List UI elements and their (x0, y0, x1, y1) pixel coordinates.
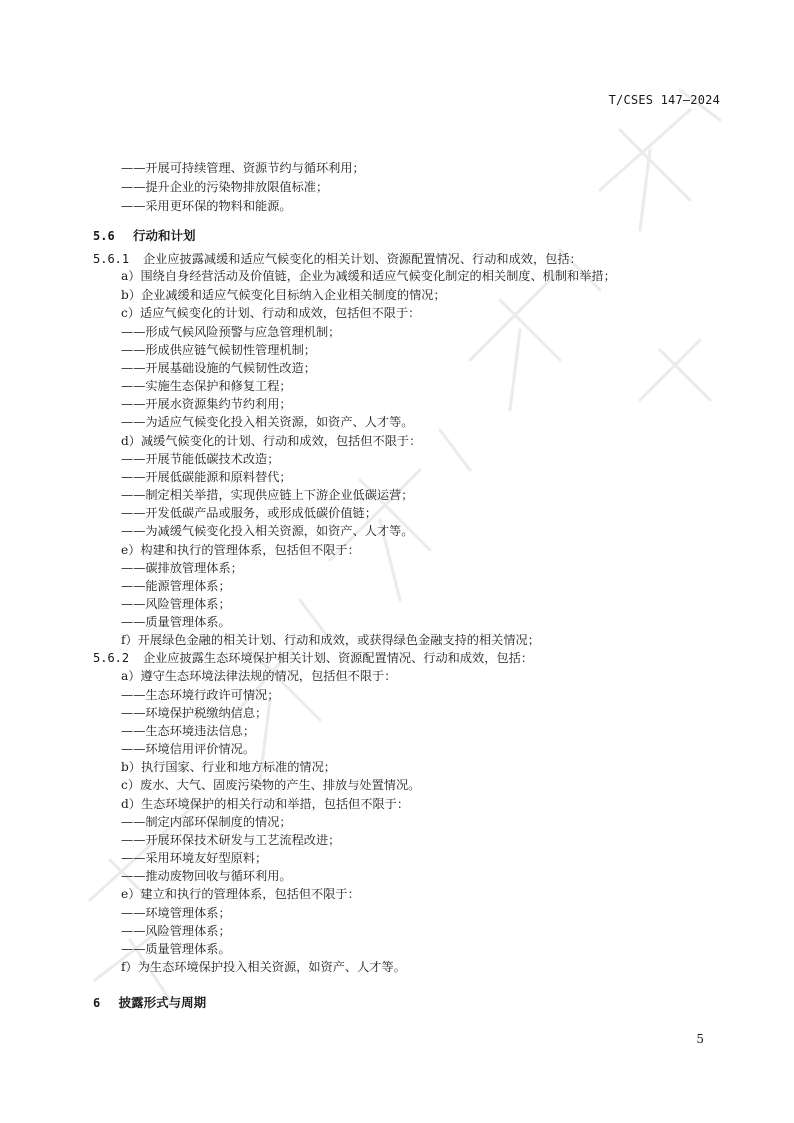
list-item: ——采用环境友好型原料； (121, 851, 268, 865)
list-item: ——制定内部环保制度的情况； (121, 815, 292, 829)
section-heading (93, 993, 206, 1011)
list-item: ——环境信用评价情况。 (121, 742, 256, 756)
list-item: a）遵守生态环境法律法规的情况，包括但不限于： (121, 669, 397, 683)
list-item: ——质量管理体系。 (121, 615, 231, 629)
list-item: ——质量管理体系。 (121, 942, 231, 956)
list-item: ——开展节能低碳技术改造； (121, 452, 280, 466)
section-number: 5.6 (93, 229, 115, 243)
list-item: c）废水、大气、固废污染物的产生、排放与处置情况。 (121, 778, 421, 792)
list-item: b）执行国家、行业和地方标准的情况； (121, 760, 336, 774)
list-item: e）构建和执行的管理体系，包括但不限于： (121, 543, 360, 557)
list-item: ——生态环境违法信息； (121, 724, 256, 738)
list-item: ——生态环境行政许可情况； (121, 688, 280, 702)
list-item: ——开展低碳能源和原料替代； (121, 470, 292, 484)
list-item: f）开展绿色金融的相关计划、行动和成效，或获得绿色金融支持的相关情况； (121, 633, 540, 647)
list-item: ——开发低碳产品或服务，或形成低碳价值链； (121, 506, 377, 520)
list-item: b）企业减缓和适应气候变化目标纳入企业相关制度的情况； (121, 288, 446, 302)
list-item: ——风险管理体系； (121, 597, 231, 611)
document-code: T/CSES 147—2024 (608, 93, 720, 107)
list-item: ——风险管理体系； (121, 924, 231, 938)
list-item: ——开展可持续管理、资源节约与循环利用； (121, 161, 365, 175)
list-item: ——开展环保技术研发与工艺流程改进； (121, 833, 341, 847)
list-item: ——为减缓气候变化投入相关资源，如资产、人才等。 (121, 524, 414, 538)
section-number: 6 (93, 996, 101, 1010)
list-item: ——形成气候风险预警与应急管理机制； (121, 325, 341, 339)
list-item: ——开展水资源集约节约利用； (121, 397, 292, 411)
list-item: ——为适应气候变化投入相关资源，如资产、人才等。 (121, 415, 414, 429)
clause-5-6-2 (93, 649, 533, 667)
list-item: a）围绕自身经营活动及价值链，企业为减缓和适应气候变化制定的相关制度、机制和举措； (121, 269, 616, 283)
clause-number: 5.6.2 (93, 651, 130, 665)
list-item: ——开展基础设施的气候韧性改造； (121, 361, 316, 375)
clause-5-6-1 (93, 250, 582, 268)
list-item: ——采用更环保的物料和能源。 (121, 199, 292, 213)
section-heading (93, 226, 196, 244)
list-item: ——实施生态保护和修复工程； (121, 379, 292, 393)
page-number: 5 (696, 1032, 704, 1046)
list-item: ——碳排放管理体系； (121, 561, 243, 575)
list-item: ——环境管理体系； (121, 906, 231, 920)
list-item: ——提升企业的污染物排放限值标准； (121, 180, 329, 194)
list-item: ——形成供应链气候韧性管理机制； (121, 343, 316, 357)
list-item: c）适应气候变化的计划、行动和成效，包括但不限于： (121, 306, 421, 320)
list-item: d）生态环境保护的相关行动和举措，包括但不限于： (121, 797, 410, 811)
clause-text: 企业应披露生态环境保护相关计划、资源配置情况、行动和成效，包括： (143, 651, 533, 665)
list-item: f）为生态环境保护投入相关资源，如资产、人才等。 (121, 960, 406, 974)
list-item: ——推动废物回收与循环利用。 (121, 869, 292, 883)
section-title: 行动和计划 (133, 228, 196, 243)
list-item: e）建立和执行的管理体系，包括但不限于： (121, 887, 360, 901)
clause-number: 5.6.1 (93, 252, 130, 266)
list-item: ——能源管理体系； (121, 579, 231, 593)
list-item: d）减缓气候变化的计划、行动和成效，包括但不限于： (121, 434, 422, 448)
section-title: 披露形式与周期 (118, 995, 207, 1010)
clause-text: 企业应披露减缓和适应气候变化的相关计划、资源配置情况、行动和成效，包括： (143, 252, 582, 266)
list-item: ——环境保护税缴纳信息； (121, 706, 268, 720)
list-item: ——制定相关举措，实现供应链上下游企业低碳运营； (121, 488, 414, 502)
